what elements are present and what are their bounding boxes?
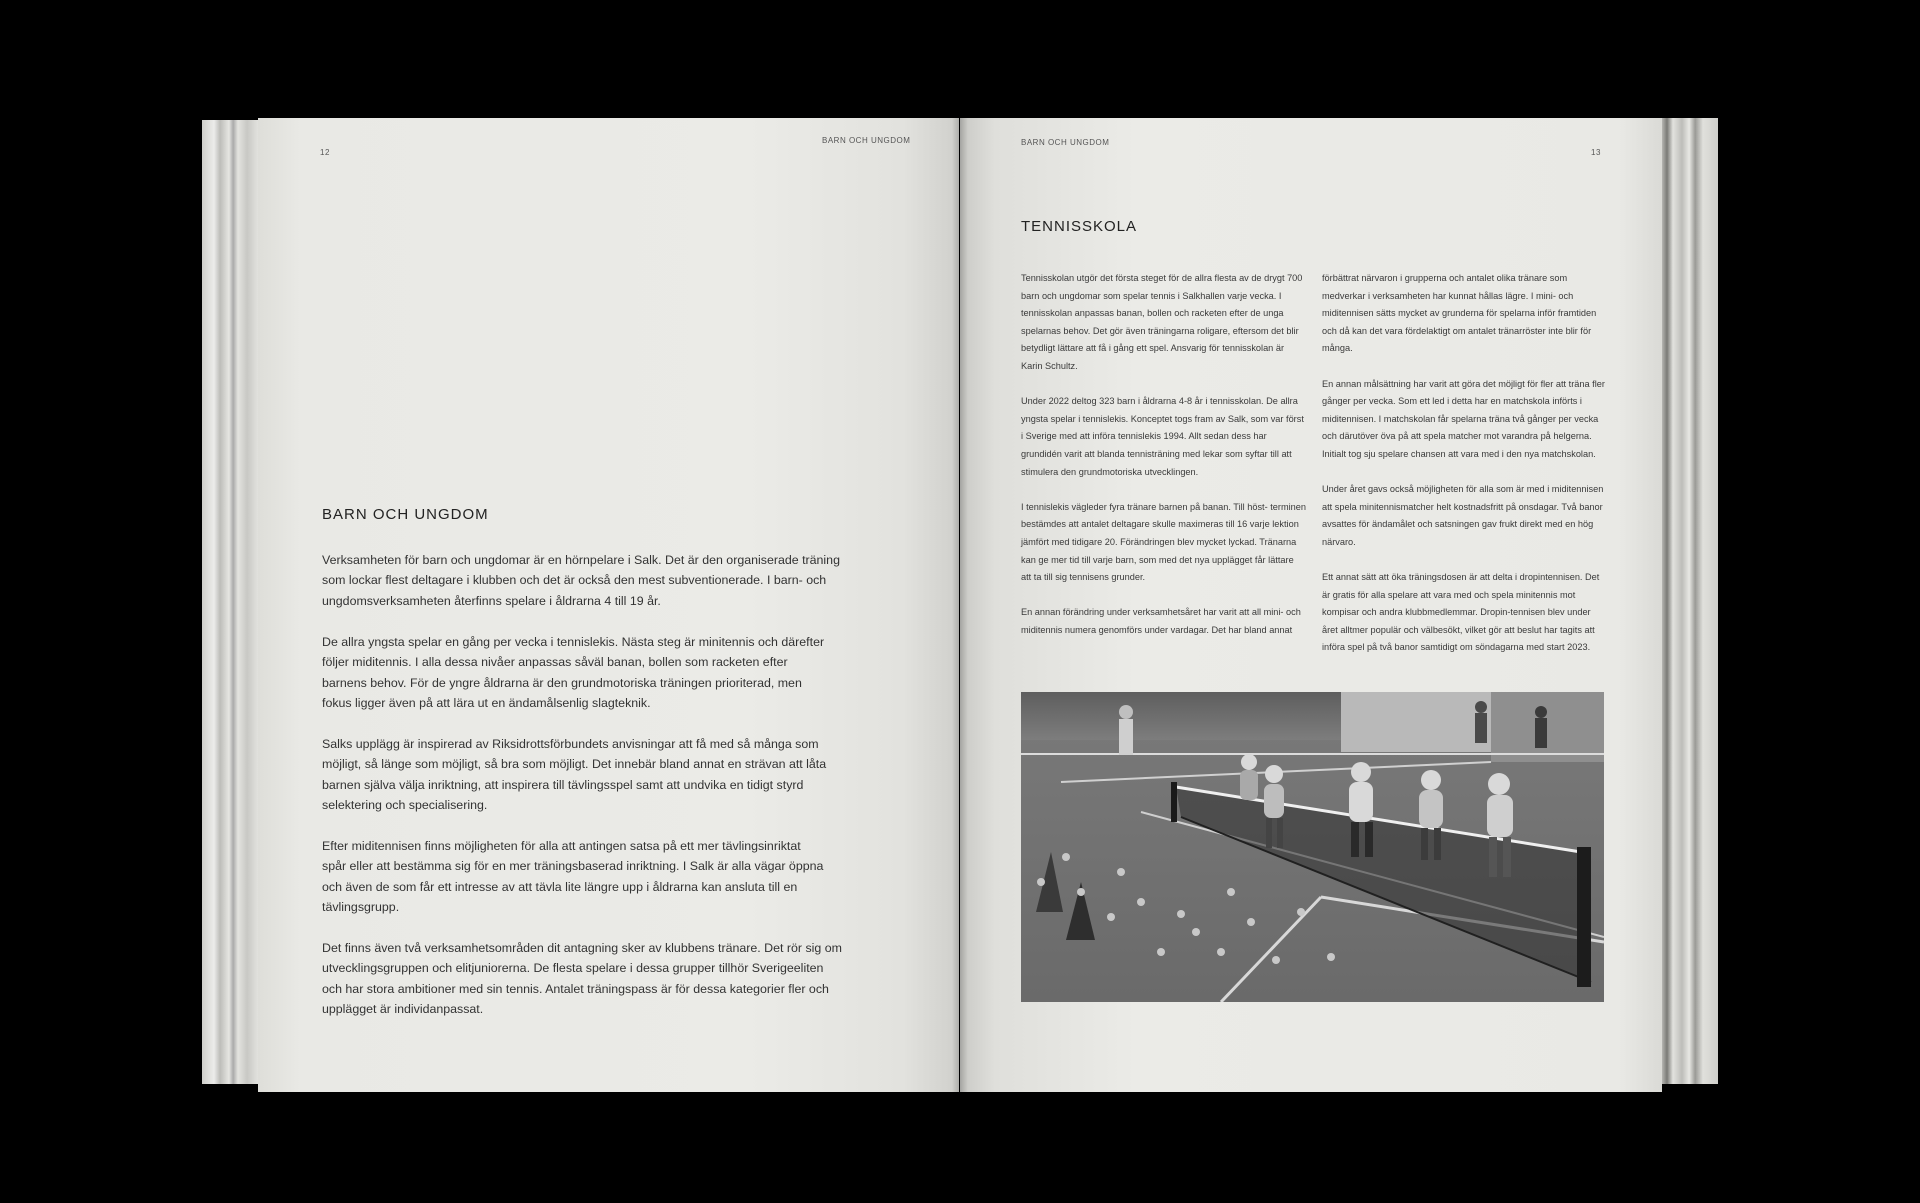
- paragraph: I tennislekis vägleder fyra tränare barnen på banan. Till höst- terminen bestämdes att antalet deltagare skulle maximeras till 16 varje lektion jämfört med tidigare 20. Förändringen blev mycket lyckad. Tränarna kan ge mer tid till varje barn, som med det nya upplägget får lättare att ta till sig tennisens grunder.: [1021, 501, 1306, 583]
- paragraph: Ett annat sätt att öka träningsdosen är att delta i dropintennisen. Det är gratis för alla spelare att vara med och spela minitennis mot kompisar och andra klubbmedlemmar. Dropin-tennisen blev under året alltmer populär och välbesökt, vilket gör att beslut har tagits att införa spel på två banor samtidigt om söndagarna med start 2023.: [1322, 572, 1600, 653]
- left-page-edges: [202, 120, 262, 1084]
- tennis-photo: [1021, 692, 1604, 1002]
- paragraph: Under 2022 deltog 323 barn i åldrarna 4-8 år i tennisskolan. De allra yngsta spelar i tennislekis. Konceptet togs fram av Salk, som var först i Sverige med att införa tennislekis 1994. Allt sedan dess har grundidén varit att blanda tennisträning med lekar som syftar till att stimulera den grundmotoriska utvecklingen.: [1021, 396, 1304, 477]
- running-header-right: BARN OCH UNGDOM: [1021, 138, 1110, 147]
- running-header-left: BARN OCH UNGDOM: [822, 136, 911, 145]
- paragraph: En annan förändring under verksamhetsåret har varit att all mini- och miditennis numera genomförs under vardagar. Det har bland annat: [1021, 607, 1301, 635]
- right-page-edges: [1658, 118, 1718, 1084]
- paragraph: Verksamheten för barn och ungdomar är en hörnpelare i Salk. Det är den organiserade träning som lockar flest deltagare i klubben och det är också den mest subventionerade. I barn- och ungdomsverksamheten återfinns spelare i åldrarna 4 till 19 år.: [322, 553, 840, 608]
- paragraph: En annan målsättning har varit att göra det möjligt för fler att träna fler gånger per vecka. Som ett led i detta har en matchskola införts i miditennisen. I matchskolan får spelarna träna två gånger per vecka och därutöver öva på att spela matcher mot varandra på helgerna. Initialt tog sju spelare chansen att vara med i den nya matchskolan.: [1322, 378, 1605, 459]
- section-heading: TENNISSKOLA: [1021, 218, 1138, 235]
- section-heading: BARN OCH UNGDOM: [322, 506, 489, 523]
- page-number-left: 12: [320, 148, 330, 157]
- book-gutter: [952, 118, 968, 1092]
- text-column-1: [1021, 270, 1306, 657]
- paragraph: Efter miditennisen finns möjligheten för alla att antingen satsa på ett mer tävlingsinriktat spår eller att bestämma sig för en mer träningsbaserad inriktning. I Salk är alla vägar öppna och även de som får ett intresse av att tävla lite längre upp i åldrarna kan ansluta till en tävlingsgrupp.: [322, 839, 824, 915]
- page-number-right: 13: [1591, 148, 1601, 157]
- paragraph: Tennisskolan utgör det första steget för de allra flesta av de drygt 700 barn och ungdomar som spelar tennis i Salkhallen varje vecka. I tennisskolan anpassas banan, bollen och racketen efter de unga spelarnas behov. Det gör även träningarna roligare, eftersom det blir betydligt lättare att få i gång ett spel. Ansvarig för tennisskolan är Karin Schultz.: [1021, 273, 1303, 371]
- paragraph: förbättrat närvaron i grupperna och antalet olika tränare som medverkar i verksamheten har kunnat hållas lägre. I mini- och miditennisen sätts mycket av grunderna för spelarna inför framtiden och då kan det vara fördelaktigt om antalet tränarröster inte blir för många.: [1322, 273, 1597, 354]
- left-page: [258, 118, 959, 1092]
- text-column-2: [1322, 270, 1607, 675]
- paragraph: Under året gavs också möjligheten för alla som är med i miditennisen att spela minitennismatcher helt kostnadsfritt på onsdagar. Två banor avsattes för ändamålet och satsningen gav frukt direkt med en hög närvaro.: [1322, 484, 1604, 547]
- paragraph: Salks upplägg är inspirerad av Riksidrottsförbundets anvisningar att få med så många som möjligt, så länge som möjligt, så bra som möjligt. Det innebär bland annat en strävan att låta barnen själva välja inriktning, att inspirera till tävlingsspel samt att undvika en tidigt styrd selektering och specialisering.: [322, 737, 827, 813]
- paragraph: De allra yngsta spelar en gång per vecka i tennislekis. Nästa steg är minitennis och därefter följer miditennis. I alla dessa nivåer anpassas såväl banan, bollen som racketen efter barnens behov. För de yngre åldrarna är den grundmotoriska träningen prioriterad, men fokus ligger även på att lära ut en ändamålsenlig slagteknik.: [322, 635, 825, 711]
- paragraph: Det finns även två verksamhetsområden dit antagning sker av klubbens tränare. Det rör sig om utvecklingsgruppen och elitjuniorerna. De flesta spelare i dessa grupper tillhör Sverigeeliten och har stora ambitioner med sin tennis. Antalet träningspass är för dessa kategorier fler och upplägget är individanpassat.: [322, 941, 842, 1017]
